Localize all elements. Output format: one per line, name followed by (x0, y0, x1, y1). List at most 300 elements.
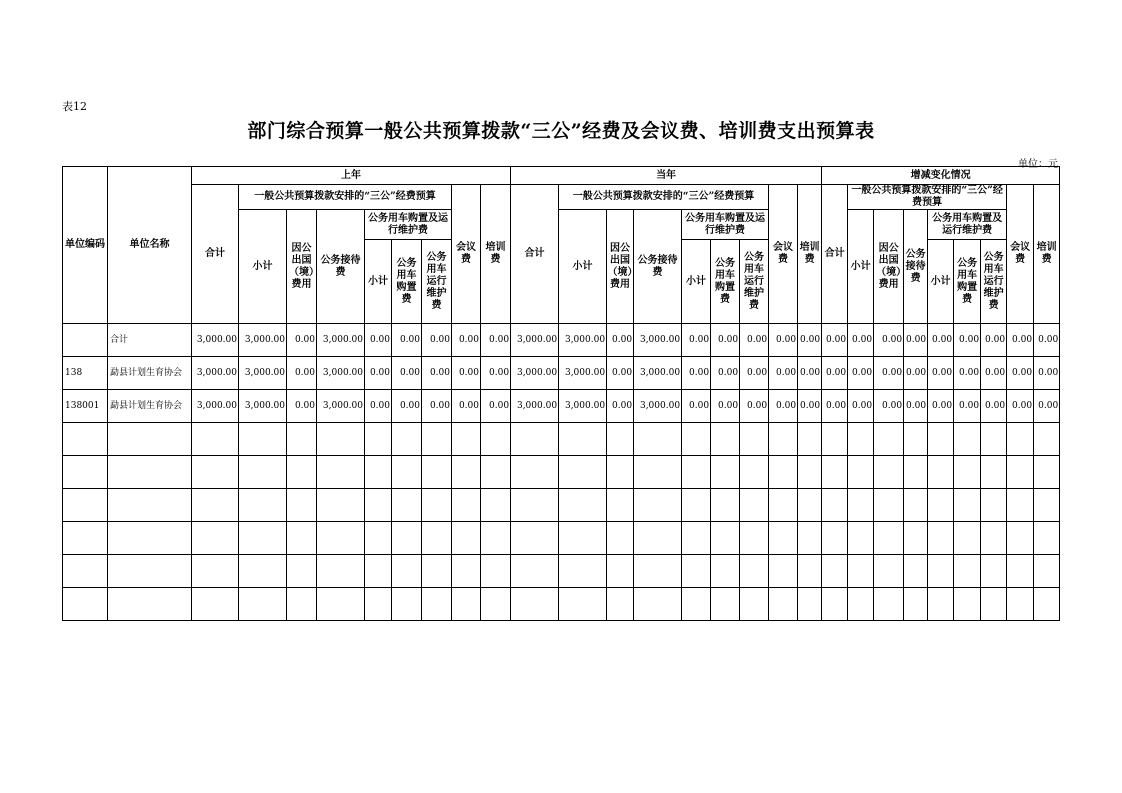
header-curr-abroad: 因公出国（境）费用 (607, 210, 634, 324)
cell-value: 3,000.00 (511, 390, 559, 423)
header-curr-training: 培训费 (798, 185, 822, 324)
header-prev-meeting: 会议费 (452, 185, 481, 324)
cell-value: 0.00 (928, 324, 954, 357)
empty-cell (452, 522, 481, 555)
empty-cell (108, 489, 192, 522)
empty-cell (317, 423, 365, 456)
empty-cell (192, 555, 239, 588)
cell-value: 0.00 (874, 357, 904, 390)
empty-cell (1007, 588, 1034, 621)
empty-cell (769, 522, 798, 555)
empty-cell (422, 522, 452, 555)
empty-cell (317, 588, 365, 621)
empty-cell (848, 522, 874, 555)
budget-table (62, 166, 1060, 621)
cell-value: 0.00 (365, 357, 392, 390)
empty-cell (365, 588, 392, 621)
empty-cell (954, 522, 981, 555)
header-unit-name: 单位名称 (108, 167, 192, 324)
empty-cell (392, 522, 422, 555)
cell-value: 0.00 (874, 390, 904, 423)
empty-cell (981, 456, 1007, 489)
empty-cell (365, 423, 392, 456)
empty-cell (769, 555, 798, 588)
empty-cell (365, 489, 392, 522)
empty-cell (634, 588, 682, 621)
cell-value: 0.00 (798, 390, 822, 423)
empty-cell (634, 423, 682, 456)
empty-cell (607, 588, 634, 621)
empty-cell (848, 489, 874, 522)
empty-cell (822, 489, 848, 522)
cell-unit-code: 138001 (63, 390, 108, 423)
unit-label: 单位：元 (1018, 159, 1058, 170)
empty-cell (1007, 423, 1034, 456)
empty-cell (239, 423, 287, 456)
cell-value: 0.00 (848, 324, 874, 357)
empty-cell (108, 423, 192, 456)
cell-value: 0.00 (848, 357, 874, 390)
empty-cell (392, 588, 422, 621)
empty-cell (981, 522, 1007, 555)
empty-cell (874, 489, 904, 522)
cell-value: 3,000.00 (559, 357, 607, 390)
empty-cell (682, 456, 711, 489)
empty-cell (452, 456, 481, 489)
header-curr-sanggong: 一般公共预算拨款安排的“三公”经费预算 (559, 185, 769, 210)
empty-cell (287, 522, 317, 555)
empty-cell (711, 456, 740, 489)
empty-cell (481, 522, 511, 555)
cell-value: 0.00 (392, 324, 422, 357)
cell-value: 0.00 (682, 324, 711, 357)
empty-cell (559, 555, 607, 588)
cell-unit-name: 勐县计划生育协会 (108, 357, 192, 390)
empty-cell (481, 456, 511, 489)
cell-value: 3,000.00 (317, 357, 365, 390)
empty-cell (928, 588, 954, 621)
empty-row (63, 423, 1060, 456)
cell-value: 0.00 (481, 390, 511, 423)
cell-value: 0.00 (954, 357, 981, 390)
empty-row (63, 522, 1060, 555)
empty-cell (928, 423, 954, 456)
header-change-vehicle-maint: 公务用车运行维护费 (981, 240, 1007, 324)
cell-value: 0.00 (769, 390, 798, 423)
header-curr-vehicle-subtotal: 小计 (682, 240, 711, 324)
header-change: 增减变化情况 (822, 167, 1060, 185)
empty-cell (822, 522, 848, 555)
empty-cell (874, 423, 904, 456)
empty-cell (954, 423, 981, 456)
cell-value: 0.00 (954, 390, 981, 423)
empty-cell (392, 555, 422, 588)
cell-value: 3,000.00 (192, 357, 239, 390)
header-change-abroad: 因公出国（境）费用 (874, 210, 904, 324)
empty-cell (822, 588, 848, 621)
empty-cell (511, 456, 559, 489)
header-change-reception: 公务接待费 (904, 210, 928, 324)
empty-row (63, 489, 1060, 522)
empty-cell (392, 489, 422, 522)
empty-cell (1034, 588, 1060, 621)
cell-value: 3,000.00 (317, 390, 365, 423)
empty-cell (317, 489, 365, 522)
empty-cell (452, 555, 481, 588)
empty-cell (981, 423, 1007, 456)
empty-cell (422, 489, 452, 522)
cell-value: 0.00 (682, 357, 711, 390)
empty-cell (822, 456, 848, 489)
empty-cell (1034, 456, 1060, 489)
header-prev-vehicle: 公务用车购置及运行维护费 (365, 210, 452, 240)
empty-cell (511, 555, 559, 588)
empty-cell (239, 456, 287, 489)
cell-value: 0.00 (481, 357, 511, 390)
cell-value: 0.00 (481, 324, 511, 357)
empty-cell (287, 588, 317, 621)
cell-value: 0.00 (769, 357, 798, 390)
header-prev-vehicle-maint: 公务用车运行维护费 (422, 240, 452, 324)
cell-value: 0.00 (607, 324, 634, 357)
cell-value: 3,000.00 (634, 324, 682, 357)
empty-cell (452, 423, 481, 456)
empty-cell (904, 522, 928, 555)
empty-cell (740, 522, 769, 555)
cell-value: 3,000.00 (192, 324, 239, 357)
empty-cell (422, 456, 452, 489)
empty-cell (798, 456, 822, 489)
header-change-meeting: 会议费 (1007, 185, 1034, 324)
empty-cell (981, 489, 1007, 522)
empty-cell (769, 423, 798, 456)
empty-cell (392, 456, 422, 489)
empty-cell (511, 423, 559, 456)
empty-cell (740, 423, 769, 456)
empty-cell (769, 489, 798, 522)
cell-value: 0.00 (1034, 357, 1060, 390)
cell-value: 0.00 (740, 324, 769, 357)
table-row (63, 357, 1060, 390)
empty-cell (559, 423, 607, 456)
empty-cell (904, 588, 928, 621)
empty-cell (422, 423, 452, 456)
empty-cell (63, 456, 108, 489)
cell-value: 0.00 (452, 357, 481, 390)
empty-cell (798, 423, 822, 456)
header-curr-total: 合计 (511, 185, 559, 324)
empty-cell (848, 555, 874, 588)
empty-cell (848, 588, 874, 621)
empty-cell (317, 555, 365, 588)
cell-value: 0.00 (874, 324, 904, 357)
cell-value: 0.00 (904, 324, 928, 357)
page-title: 部门综合预算一般公共预算拨款“三公”经费及会议费、培训费支出预算表 (247, 120, 875, 142)
header-curr-vehicle: 公务用车购置及运行维护费 (682, 210, 769, 240)
empty-cell (798, 555, 822, 588)
cell-value: 3,000.00 (634, 390, 682, 423)
cell-value: 3,000.00 (239, 357, 287, 390)
cell-value: 3,000.00 (317, 324, 365, 357)
empty-cell (511, 588, 559, 621)
cell-value: 0.00 (822, 390, 848, 423)
empty-cell (769, 588, 798, 621)
empty-cell (239, 489, 287, 522)
cell-value: 0.00 (422, 324, 452, 357)
empty-cell (452, 489, 481, 522)
cell-value: 0.00 (711, 324, 740, 357)
empty-cell (740, 588, 769, 621)
empty-cell (108, 522, 192, 555)
empty-cell (874, 456, 904, 489)
header-prev-vehicle-subtotal: 小计 (365, 240, 392, 324)
empty-cell (928, 522, 954, 555)
cell-value: 0.00 (422, 390, 452, 423)
cell-value: 0.00 (711, 357, 740, 390)
cell-unit-code: 138 (63, 357, 108, 390)
cell-value: 0.00 (365, 390, 392, 423)
cell-unit-code (63, 324, 108, 357)
cell-value: 0.00 (904, 357, 928, 390)
empty-cell (287, 423, 317, 456)
empty-cell (559, 588, 607, 621)
cell-value: 0.00 (1007, 357, 1034, 390)
empty-cell (192, 423, 239, 456)
empty-cell (63, 423, 108, 456)
empty-cell (904, 423, 928, 456)
empty-cell (559, 456, 607, 489)
empty-cell (954, 456, 981, 489)
header-prev-training: 培训费 (481, 185, 511, 324)
empty-cell (63, 588, 108, 621)
cell-value: 0.00 (981, 357, 1007, 390)
empty-cell (682, 555, 711, 588)
empty-cell (874, 555, 904, 588)
empty-cell (239, 555, 287, 588)
empty-cell (711, 423, 740, 456)
empty-cell (108, 555, 192, 588)
cell-value: 0.00 (798, 357, 822, 390)
header-change-total: 合计 (822, 185, 848, 324)
empty-cell (822, 555, 848, 588)
empty-cell (848, 456, 874, 489)
empty-cell (874, 522, 904, 555)
empty-cell (287, 555, 317, 588)
empty-cell (928, 489, 954, 522)
empty-cell (511, 522, 559, 555)
cell-value: 0.00 (287, 324, 317, 357)
header-unit-code: 单位编码 (63, 167, 108, 324)
cell-value: 3,000.00 (511, 324, 559, 357)
cell-value: 0.00 (392, 357, 422, 390)
empty-cell (108, 588, 192, 621)
empty-cell (874, 588, 904, 621)
cell-value: 3,000.00 (559, 324, 607, 357)
empty-cell (607, 456, 634, 489)
table-number: 表12 (62, 100, 87, 113)
header-prev-abroad: 因公出国（境）费用 (287, 210, 317, 324)
empty-cell (192, 456, 239, 489)
empty-cell (607, 423, 634, 456)
cell-value: 0.00 (1034, 390, 1060, 423)
empty-cell (798, 588, 822, 621)
empty-cell (481, 588, 511, 621)
empty-cell (981, 555, 1007, 588)
header-change-vehicle-subtotal: 小计 (928, 240, 954, 324)
header-curr-year: 当年 (511, 167, 822, 185)
empty-cell (607, 522, 634, 555)
empty-cell (422, 588, 452, 621)
cell-value: 0.00 (822, 357, 848, 390)
empty-cell (928, 456, 954, 489)
empty-cell (904, 555, 928, 588)
empty-cell (1007, 522, 1034, 555)
empty-cell (452, 588, 481, 621)
empty-cell (634, 522, 682, 555)
cell-value: 0.00 (769, 324, 798, 357)
empty-cell (711, 555, 740, 588)
cell-value: 0.00 (392, 390, 422, 423)
cell-value: 3,000.00 (192, 390, 239, 423)
empty-cell (634, 489, 682, 522)
header-curr-vehicle-maint: 公务用车运行维护费 (740, 240, 769, 324)
cell-value: 3,000.00 (634, 357, 682, 390)
cell-value: 0.00 (981, 390, 1007, 423)
cell-value: 0.00 (365, 324, 392, 357)
empty-cell (798, 522, 822, 555)
cell-value: 0.00 (682, 390, 711, 423)
table-header (63, 167, 1060, 324)
empty-cell (239, 522, 287, 555)
cell-value: 3,000.00 (239, 324, 287, 357)
header-prev-year: 上年 (192, 167, 511, 185)
header-prev-vehicle-purchase: 公务用车购置费 (392, 240, 422, 324)
cell-value: 0.00 (607, 357, 634, 390)
empty-cell (1007, 489, 1034, 522)
cell-value: 0.00 (287, 357, 317, 390)
empty-cell (108, 456, 192, 489)
header-change-vehicle: 公务用车购置及运行维护费 (928, 210, 1007, 240)
empty-cell (928, 555, 954, 588)
empty-cell (63, 522, 108, 555)
empty-cell (287, 489, 317, 522)
empty-cell (848, 423, 874, 456)
empty-cell (63, 555, 108, 588)
cell-value: 0.00 (607, 390, 634, 423)
empty-cell (511, 489, 559, 522)
cell-value: 0.00 (1007, 390, 1034, 423)
cell-value: 0.00 (848, 390, 874, 423)
empty-cell (740, 456, 769, 489)
header-prev-subtotal: 小计 (239, 210, 287, 324)
empty-cell (392, 423, 422, 456)
cell-unit-name: 勐县计划生育协会 (108, 390, 192, 423)
header-change-vehicle-purchase: 公务用车购置费 (954, 240, 981, 324)
empty-cell (711, 522, 740, 555)
empty-cell (798, 489, 822, 522)
empty-cell (682, 588, 711, 621)
cell-value: 0.00 (954, 324, 981, 357)
empty-cell (904, 489, 928, 522)
empty-cell (365, 456, 392, 489)
cell-value: 0.00 (798, 324, 822, 357)
cell-value: 0.00 (287, 390, 317, 423)
empty-cell (682, 489, 711, 522)
empty-cell (1034, 555, 1060, 588)
cell-value: 0.00 (1007, 324, 1034, 357)
header-curr-subtotal: 小计 (559, 210, 607, 324)
empty-row (63, 456, 1060, 489)
cell-value: 0.00 (452, 390, 481, 423)
empty-cell (559, 522, 607, 555)
empty-cell (559, 489, 607, 522)
cell-value: 0.00 (928, 390, 954, 423)
empty-cell (740, 555, 769, 588)
empty-cell (192, 522, 239, 555)
table-row (63, 390, 1060, 423)
cell-value: 0.00 (740, 390, 769, 423)
empty-cell (607, 555, 634, 588)
empty-cell (954, 555, 981, 588)
cell-value: 3,000.00 (239, 390, 287, 423)
cell-value: 3,000.00 (511, 357, 559, 390)
empty-cell (954, 489, 981, 522)
empty-cell (365, 522, 392, 555)
empty-cell (711, 588, 740, 621)
header-prev-total: 合计 (192, 185, 239, 324)
empty-cell (634, 555, 682, 588)
cell-value: 0.00 (904, 390, 928, 423)
table-row (63, 324, 1060, 357)
cell-value: 0.00 (740, 357, 769, 390)
empty-cell (192, 489, 239, 522)
empty-cell (287, 456, 317, 489)
empty-cell (422, 555, 452, 588)
empty-cell (481, 555, 511, 588)
empty-cell (634, 456, 682, 489)
empty-row (63, 555, 1060, 588)
empty-cell (954, 588, 981, 621)
empty-row (63, 588, 1060, 621)
header-change-subtotal: 小计 (848, 210, 874, 324)
header-curr-reception: 公务接待费 (634, 210, 682, 324)
empty-cell (239, 588, 287, 621)
header-change-sanggong: 一般公共预算拨款安排的“三公”经费预算 (848, 185, 1007, 210)
empty-cell (1034, 489, 1060, 522)
cell-value: 0.00 (711, 390, 740, 423)
cell-value: 3,000.00 (559, 390, 607, 423)
empty-cell (682, 522, 711, 555)
empty-cell (822, 423, 848, 456)
cell-value: 0.00 (928, 357, 954, 390)
empty-cell (1034, 522, 1060, 555)
empty-cell (1034, 423, 1060, 456)
empty-cell (365, 555, 392, 588)
header-prev-reception: 公务接待费 (317, 210, 365, 324)
empty-cell (481, 423, 511, 456)
empty-cell (981, 588, 1007, 621)
header-prev-sanggong: 一般公共预算拨款安排的“三公”经费预算 (239, 185, 452, 210)
empty-cell (192, 588, 239, 621)
empty-cell (682, 423, 711, 456)
cell-value: 0.00 (452, 324, 481, 357)
cell-value: 0.00 (422, 357, 452, 390)
empty-cell (904, 456, 928, 489)
cell-value: 0.00 (822, 324, 848, 357)
header-curr-vehicle-purchase: 公务用车购置费 (711, 240, 740, 324)
empty-cell (711, 489, 740, 522)
header-curr-meeting: 会议费 (769, 185, 798, 324)
